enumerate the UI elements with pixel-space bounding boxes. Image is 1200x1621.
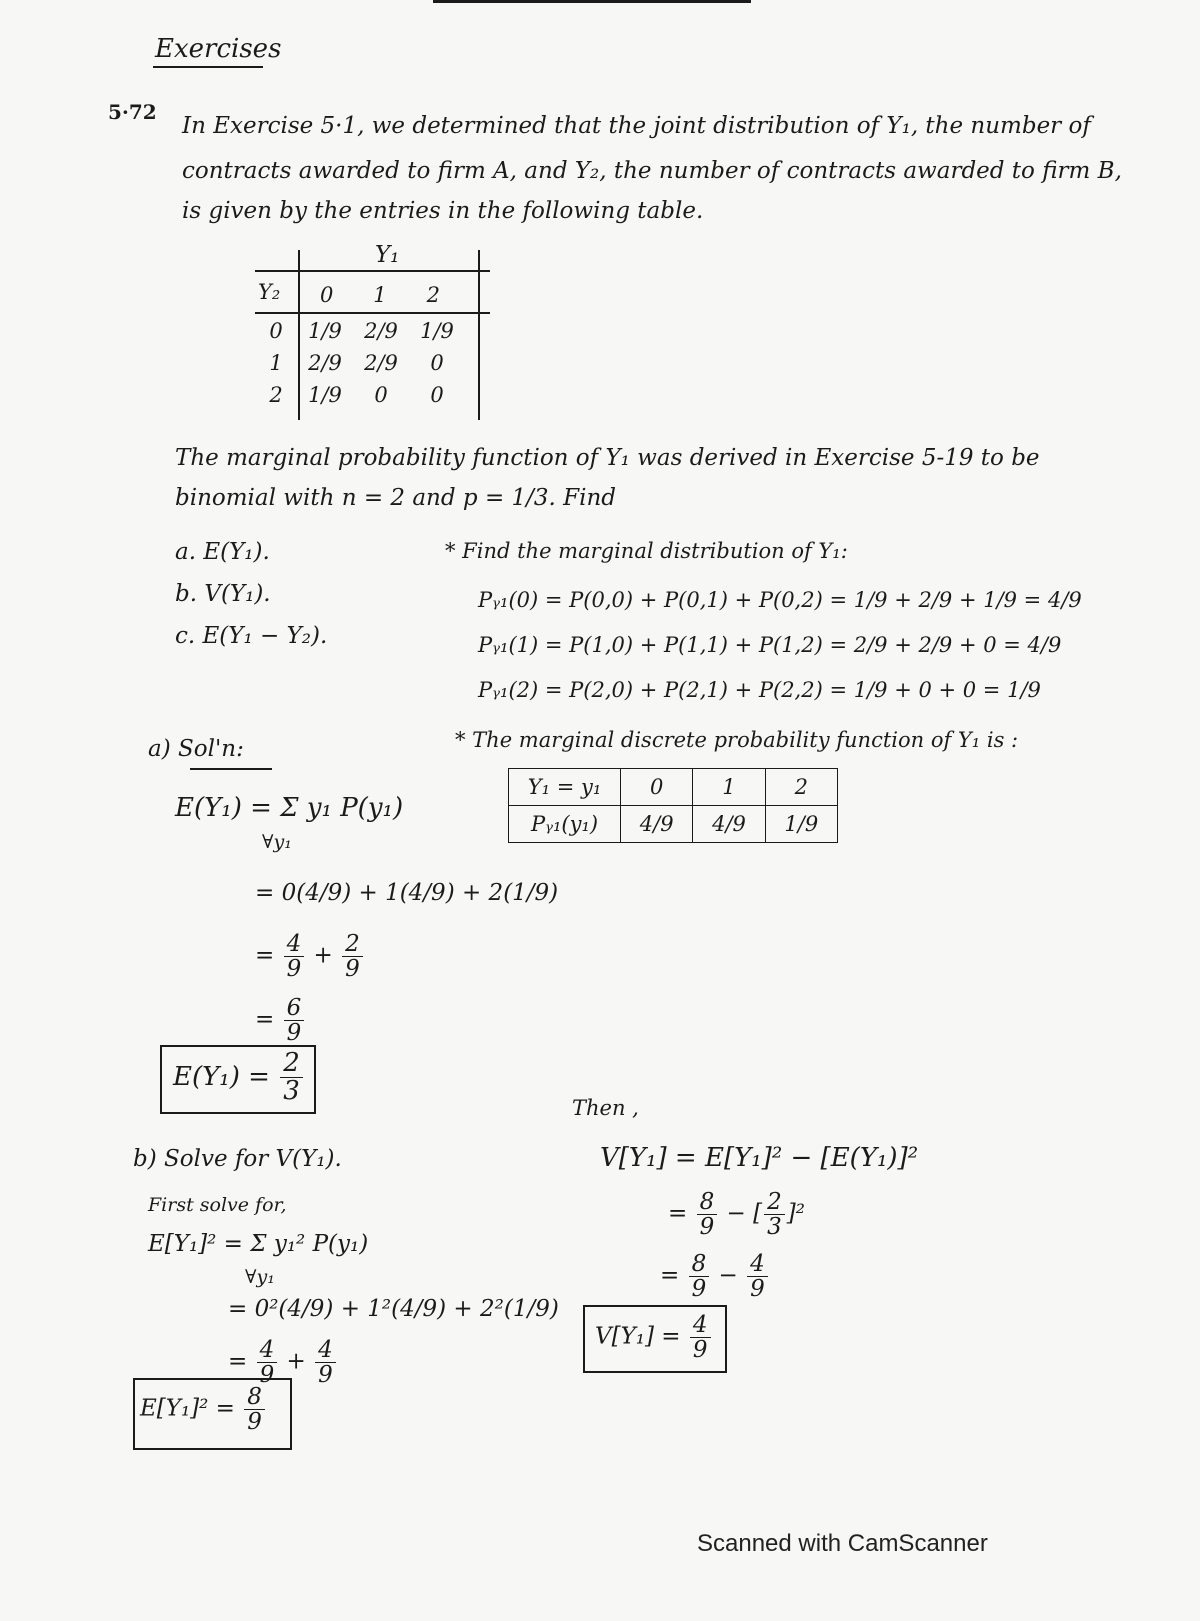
joint-col-2: 2 [426, 283, 441, 307]
solution-a-label: a) Sol'n: [148, 736, 244, 762]
joint-row-label: 1 [269, 351, 283, 375]
variance-step2: = $\frac{8}{9}$ − $\frac{4}{9}$ [660, 1252, 770, 1301]
marg-cell: 1/9 [765, 806, 837, 843]
joint-col-0: 0 [319, 283, 334, 307]
part-a: a. E(Y₁). [175, 539, 270, 565]
table-row [255, 315, 465, 347]
variance-formula: V[Y₁] = E[Y₁]² − [E(Y₁)]² [600, 1143, 919, 1173]
solution-a-formula: E(Y₁) = Σ y₁ P(y₁) [175, 793, 404, 823]
solution-a-step1: = 0(4/9) + 1(4/9) + 2(1/9) [255, 880, 559, 906]
problem-number: 5·72 [108, 100, 157, 124]
joint-top-rule [255, 270, 490, 272]
marginal-line-0: Pᵧ₁(0) = P(0,0) + P(0,1) + P(0,2) = 1/9 + 2/9 + 1/9 = 4/9 [478, 588, 1082, 612]
solution-b-step1: = 0²(4/9) + 1²(4/9) + 2²(1/9) [228, 1296, 559, 1322]
solution-a-step3: = $\frac{6}{9}$ [255, 996, 306, 1045]
solution-b-then: Then , [572, 1096, 639, 1120]
marg-cell: 2 [765, 769, 837, 806]
joint-cell: 1/9 [420, 319, 454, 343]
joint-cell: 1/9 [308, 383, 342, 407]
marg-cell: Y₁ = y₁ [509, 769, 621, 806]
part-b: b. V(Y₁). [175, 581, 271, 607]
joint-right-rule [478, 250, 480, 420]
marg-cell: 1 [693, 769, 765, 806]
joint-header-rule [255, 312, 490, 314]
joint-cell: 1/9 [308, 319, 342, 343]
table-row [255, 347, 465, 379]
marg-cell: Pᵧ₁(y₁) [509, 806, 621, 843]
joint-col-1: 1 [373, 283, 387, 307]
solution-b-formula-sub: ∀y₁ [245, 1266, 275, 1288]
marg-cell: 4/9 [621, 806, 693, 843]
heading: Exercises [155, 34, 282, 64]
marginal-line-1: Pᵧ₁(1) = P(1,0) + P(1,1) + P(1,2) = 2/9 + 2/9 + 0 = 4/9 [478, 633, 1062, 657]
marginal-line-2: Pᵧ₁(2) = P(2,0) + P(2,1) + P(2,2) = 1/9 + 0 + 0 = 1/9 [478, 678, 1041, 702]
joint-row-label: 2 [269, 383, 283, 407]
solution-a-underline [190, 768, 272, 770]
joint-row-label: 0 [269, 319, 283, 343]
marg-cell: 0 [621, 769, 693, 806]
problem-line-3: is given by the entries in the following table. [182, 198, 704, 224]
joint-col-header: Y₁ [375, 242, 400, 268]
joint-cell: 2/9 [364, 351, 398, 375]
solution-a-formula-sub: ∀y₁ [262, 831, 292, 853]
joint-cell: 0 [374, 383, 388, 407]
joint-table-cols [300, 279, 460, 311]
heading-underline [153, 66, 263, 68]
marginal-text-1: The marginal probability function of Y₁ was derived in Exercise 5-19 to be [175, 445, 1040, 471]
top-rule [433, 0, 751, 3]
joint-cell: 2/9 [364, 319, 398, 343]
marginal-title: * Find the marginal distribution of Y₁: [445, 539, 848, 563]
part-c: c. E(Y₁ − Y₂). [175, 623, 328, 649]
marg-cell: 4/9 [693, 806, 765, 843]
variance-result: V[Y₁] = $\frac{4}{9}$ [595, 1313, 713, 1362]
variance-step1: = $\frac{8}{9}$ − [ $\frac{2}{3}$ ]² [668, 1189, 805, 1241]
joint-cell: 2/9 [308, 351, 342, 375]
solution-a-step2: = $\frac{4}{9}$ + $\frac{2}{9}$ [255, 932, 365, 981]
solution-b-formula: E[Y₁]² = Σ y₁² P(y₁) [148, 1231, 369, 1257]
joint-cell: 0 [430, 351, 444, 375]
solution-b-first: First solve for, [148, 1194, 287, 1216]
solution-b-result: E[Y₁]² = $\frac{8}{9}$ [140, 1385, 267, 1434]
marginal-text-2: binomial with n = 2 and p = 1/3. Find [175, 485, 617, 511]
problem-line-1: In Exercise 5·1, we determined that the joint distribution of Y₁, the number of [182, 113, 1091, 139]
table-row [509, 769, 838, 806]
solution-b-label: b) Solve for V(Y₁). [133, 1146, 342, 1172]
table-row [509, 806, 838, 843]
solution-b-step2: = $\frac{4}{9}$ + $\frac{4}{9}$ [228, 1338, 338, 1387]
solution-a-result: E(Y₁) = $\frac{2}{3}$ [173, 1050, 305, 1106]
problem-line-2: contracts awarded to firm A, and Y₂, the number of contracts awarded to firm B, [182, 158, 1122, 184]
marginal-table [508, 768, 838, 843]
joint-table-body [255, 315, 465, 411]
joint-cell: 0 [430, 383, 444, 407]
table-row [255, 379, 465, 411]
marginal-conclusion: * The marginal discrete probability function of Y₁ is : [455, 728, 1019, 752]
joint-row-header: Y₂ [258, 280, 281, 304]
scanner-watermark: Scanned with CamScanner [697, 1530, 988, 1557]
